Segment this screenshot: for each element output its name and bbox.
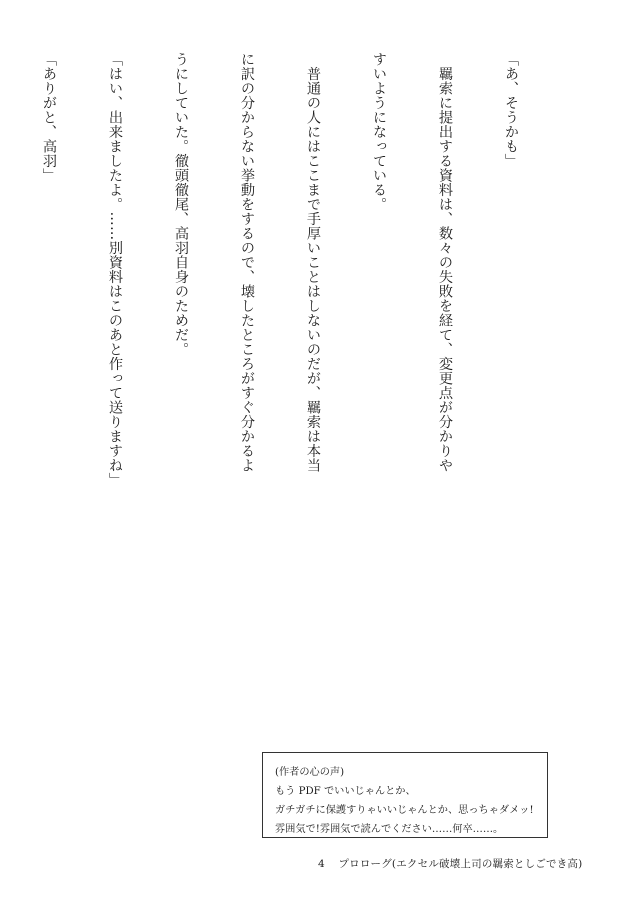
- text-line: 「あ、そうかも」: [503, 52, 519, 168]
- vertical-body-text: [0, 52, 566, 652]
- text-line: 「ありがと、高羽」: [41, 52, 57, 183]
- text-line: 「はい、出来ましたよ。……別資料はこのあと作って送りますね」: [107, 52, 123, 487]
- page-number: 4: [318, 858, 325, 870]
- text-line: すいようになっている。: [371, 52, 387, 212]
- note-title: (作者の心の声): [275, 767, 345, 778]
- note-line: 雰囲気で!雰囲気で読んでください……何卒……。: [275, 824, 504, 835]
- chapter-title: プロローグ(エクセル破壊上司の羈索としごでき高): [338, 858, 583, 870]
- author-note-box: [262, 752, 548, 838]
- note-line: もう PDF でいいじゃんとか、: [275, 786, 416, 797]
- text-line: 羈索に提出する資料は、数々の失敗を経て、変更点が分かりや: [437, 52, 453, 473]
- page-footer: [318, 856, 582, 871]
- text-line: うにしていた。徹頭徹尾、高羽自身のためだ。: [173, 52, 189, 357]
- text-line: 普通の人にはここまで手厚いことはしないのだが、羈索は本当: [305, 52, 321, 473]
- text-line: に訳の分からない挙動をするので、壊したところがすぐ分かるよ: [239, 52, 255, 473]
- note-line: ガチガチに保護すりゃいいじゃんとか、思っちゃダメッ!: [275, 805, 534, 816]
